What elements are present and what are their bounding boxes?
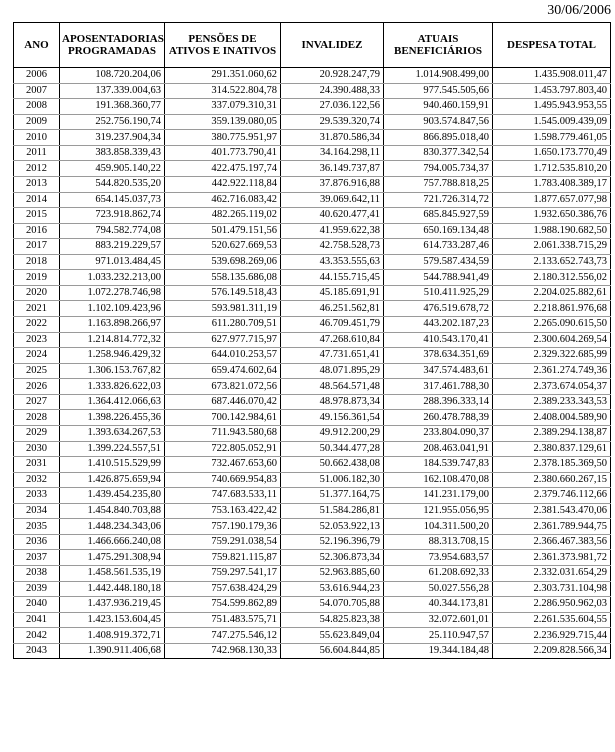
despesa-total-cell: 2.265.090.615,50: [493, 317, 611, 333]
table-row: [14, 301, 611, 317]
invalidez-cell: 48.564.571,48: [281, 379, 384, 395]
despesa-total-cell: 2.361.274.749,36: [493, 363, 611, 379]
ano-cell: 2016: [14, 223, 60, 239]
despesa-total-cell: 1.988.190.682,50: [493, 223, 611, 239]
aposentadorias-cell: 1.408.919.372,71: [60, 628, 165, 644]
table-row: [14, 99, 611, 115]
ano-cell: 2042: [14, 628, 60, 644]
pensoes-cell: 359.139.080,05: [165, 114, 281, 130]
atuais-beneficiarios-cell: 162.108.470,08: [384, 472, 493, 488]
invalidez-cell: 39.069.642,11: [281, 192, 384, 208]
pensoes-cell: 520.627.669,53: [165, 239, 281, 255]
invalidez-cell: 37.876.916,88: [281, 176, 384, 192]
table-row: [14, 457, 611, 473]
atuais-beneficiarios-cell: 25.110.947,57: [384, 628, 493, 644]
pensoes-cell: 611.280.709,51: [165, 317, 281, 333]
despesa-total-cell: 2.389.233.343,53: [493, 394, 611, 410]
pensoes-cell: 337.079.310,31: [165, 99, 281, 115]
table-row: [14, 332, 611, 348]
table-row: [14, 130, 611, 146]
atuais-beneficiarios-cell: 19.344.184,48: [384, 643, 493, 659]
atuais-beneficiarios-cell: 579.587.434,59: [384, 254, 493, 270]
invalidez-cell: 52.963.885,60: [281, 566, 384, 582]
ano-cell: 2008: [14, 99, 60, 115]
atuais-beneficiarios-cell: 317.461.788,30: [384, 379, 493, 395]
invalidez-cell: 49.156.361,54: [281, 410, 384, 426]
invalidez-cell: 34.164.298,11: [281, 145, 384, 161]
despesa-total-cell: 2.300.604.269,54: [493, 332, 611, 348]
despesa-total-cell: 2.218.861.976,68: [493, 301, 611, 317]
atuais-beneficiarios-cell: 443.202.187,23: [384, 317, 493, 333]
ano-cell: 2039: [14, 581, 60, 597]
pensoes-cell: 501.479.151,56: [165, 223, 281, 239]
column-header-ano: ANO: [14, 23, 60, 68]
pensoes-cell: 759.821.115,87: [165, 550, 281, 566]
table-row: [14, 628, 611, 644]
despesa-total-cell: 2.061.338.715,29: [493, 239, 611, 255]
despesa-total-cell: 1.650.173.770,49: [493, 145, 611, 161]
pensoes-cell: 759.291.038,54: [165, 534, 281, 550]
atuais-beneficiarios-cell: 476.519.678,72: [384, 301, 493, 317]
despesa-total-cell: 2.329.322.685,99: [493, 348, 611, 364]
ano-cell: 2011: [14, 145, 60, 161]
table-row: [14, 145, 611, 161]
table-row: [14, 270, 611, 286]
table-row: [14, 239, 611, 255]
aposentadorias-cell: 971.013.484,45: [60, 254, 165, 270]
ano-cell: 2038: [14, 566, 60, 582]
pensoes-cell: 593.981.311,19: [165, 301, 281, 317]
atuais-beneficiarios-cell: 794.005.734,37: [384, 161, 493, 177]
table-row: [14, 192, 611, 208]
table-header-row: [14, 23, 611, 68]
despesa-total-cell: 1.877.657.077,98: [493, 192, 611, 208]
invalidez-cell: 31.870.586,34: [281, 130, 384, 146]
ano-cell: 2036: [14, 534, 60, 550]
pensoes-cell: 442.922.118,84: [165, 176, 281, 192]
aposentadorias-cell: 1.072.278.746,98: [60, 285, 165, 301]
table-row: [14, 488, 611, 504]
atuais-beneficiarios-cell: 544.788.941,49: [384, 270, 493, 286]
invalidez-cell: 50.662.438,08: [281, 457, 384, 473]
aposentadorias-cell: 1.466.666.240,08: [60, 534, 165, 550]
aposentadorias-cell: 252.756.190,74: [60, 114, 165, 130]
invalidez-cell: 56.604.844,85: [281, 643, 384, 659]
table-row: [14, 534, 611, 550]
aposentadorias-cell: 1.393.634.267,53: [60, 425, 165, 441]
ano-cell: 2010: [14, 130, 60, 146]
despesa-total-cell: 1.598.779.461,05: [493, 130, 611, 146]
pensoes-cell: 747.275.546,12: [165, 628, 281, 644]
atuais-beneficiarios-cell: 940.460.159,91: [384, 99, 493, 115]
ano-cell: 2030: [14, 441, 60, 457]
atuais-beneficiarios-cell: 650.169.134,48: [384, 223, 493, 239]
despesa-total-cell: 1.712.535.810,20: [493, 161, 611, 177]
aposentadorias-cell: 1.442.448.180,18: [60, 581, 165, 597]
despesa-total-cell: 2.133.652.743,73: [493, 254, 611, 270]
pensoes-cell: 659.474.602,64: [165, 363, 281, 379]
despesa-total-cell: 1.495.943.953,55: [493, 99, 611, 115]
table-row: [14, 363, 611, 379]
table-row: [14, 68, 611, 84]
atuais-beneficiarios-cell: 260.478.788,39: [384, 410, 493, 426]
invalidez-cell: 20.928.247,79: [281, 68, 384, 84]
table-row: [14, 566, 611, 582]
table-row: [14, 597, 611, 613]
column-header-atuais-beneficiarios: ATUAIS BENEFICIÁRIOS: [384, 23, 493, 68]
despesa-total-cell: 2.389.294.138,87: [493, 425, 611, 441]
atuais-beneficiarios-cell: 685.845.927,59: [384, 208, 493, 224]
despesa-total-cell: 2.236.929.715,44: [493, 628, 611, 644]
ano-cell: 2027: [14, 394, 60, 410]
despesa-total-cell: 2.380.837.129,61: [493, 441, 611, 457]
column-header-aposentadorias: APOSENTADORIAS PROGRAMADAS: [60, 23, 165, 68]
aposentadorias-cell: 137.339.004,63: [60, 83, 165, 99]
atuais-beneficiarios-cell: 1.014.908.499,00: [384, 68, 493, 84]
aposentadorias-cell: 1.454.840.703,88: [60, 503, 165, 519]
aposentadorias-cell: 1.458.561.535,19: [60, 566, 165, 582]
pensoes-cell: 732.467.653,60: [165, 457, 281, 473]
invalidez-cell: 44.155.715,45: [281, 270, 384, 286]
table-row: [14, 581, 611, 597]
pensoes-cell: 722.805.052,91: [165, 441, 281, 457]
pensoes-cell: 291.351.060,62: [165, 68, 281, 84]
invalidez-cell: 40.620.477,41: [281, 208, 384, 224]
aposentadorias-cell: 1.333.826.622,03: [60, 379, 165, 395]
ano-cell: 2032: [14, 472, 60, 488]
table-row: [14, 285, 611, 301]
atuais-beneficiarios-cell: 288.396.333,14: [384, 394, 493, 410]
pensoes-cell: 401.773.790,41: [165, 145, 281, 161]
invalidez-cell: 41.959.622,38: [281, 223, 384, 239]
despesa-total-cell: 2.332.031.654,29: [493, 566, 611, 582]
despesa-total-cell: 2.379.746.112,66: [493, 488, 611, 504]
atuais-beneficiarios-cell: 977.545.505,66: [384, 83, 493, 99]
aposentadorias-cell: 1.306.153.767,82: [60, 363, 165, 379]
ano-cell: 2019: [14, 270, 60, 286]
table-body: [14, 68, 611, 659]
despesa-total-cell: 2.303.731.104,98: [493, 581, 611, 597]
ano-cell: 2009: [14, 114, 60, 130]
table-row: [14, 503, 611, 519]
pensoes-cell: 627.977.715,97: [165, 332, 281, 348]
aposentadorias-cell: 459.905.140,22: [60, 161, 165, 177]
aposentadorias-cell: 1.033.232.213,00: [60, 270, 165, 286]
aposentadorias-cell: 1.448.234.343,06: [60, 519, 165, 535]
ano-cell: 2017: [14, 239, 60, 255]
table-row: [14, 254, 611, 270]
atuais-beneficiarios-cell: 510.411.925,29: [384, 285, 493, 301]
ano-cell: 2035: [14, 519, 60, 535]
aposentadorias-cell: 1.437.936.219,45: [60, 597, 165, 613]
benefits-expense-table: [13, 22, 611, 659]
aposentadorias-cell: 1.390.911.406,68: [60, 643, 165, 659]
despesa-total-cell: 1.545.009.439,09: [493, 114, 611, 130]
atuais-beneficiarios-cell: 410.543.170,41: [384, 332, 493, 348]
ano-cell: 2015: [14, 208, 60, 224]
pensoes-cell: 757.638.424,29: [165, 581, 281, 597]
despesa-total-cell: 2.261.535.604,55: [493, 612, 611, 628]
pensoes-cell: 422.475.197,74: [165, 161, 281, 177]
aposentadorias-cell: 544.820.535,20: [60, 176, 165, 192]
atuais-beneficiarios-cell: 614.733.287,46: [384, 239, 493, 255]
aposentadorias-cell: 383.858.339,43: [60, 145, 165, 161]
despesa-total-cell: 2.361.373.981,72: [493, 550, 611, 566]
column-header-despesa-total: DESPESA TOTAL: [493, 23, 611, 68]
ano-cell: 2020: [14, 285, 60, 301]
aposentadorias-cell: 1.163.898.266,97: [60, 317, 165, 333]
despesa-total-cell: 1.783.408.389,17: [493, 176, 611, 192]
pensoes-cell: 759.297.541,17: [165, 566, 281, 582]
ano-cell: 2041: [14, 612, 60, 628]
aposentadorias-cell: 794.582.774,08: [60, 223, 165, 239]
ano-cell: 2026: [14, 379, 60, 395]
despesa-total-cell: 1.453.797.803,40: [493, 83, 611, 99]
aposentadorias-cell: 1.439.454.235,80: [60, 488, 165, 504]
aposentadorias-cell: 723.918.862,74: [60, 208, 165, 224]
column-header-invalidez: INVALIDEZ: [281, 23, 384, 68]
aposentadorias-cell: 1.364.412.066,63: [60, 394, 165, 410]
invalidez-cell: 52.196.396,79: [281, 534, 384, 550]
ano-cell: 2028: [14, 410, 60, 426]
ano-cell: 2023: [14, 332, 60, 348]
table-row: [14, 441, 611, 457]
ano-cell: 2013: [14, 176, 60, 192]
table-row: [14, 83, 611, 99]
atuais-beneficiarios-cell: 208.463.041,91: [384, 441, 493, 457]
invalidez-cell: 52.306.873,34: [281, 550, 384, 566]
ano-cell: 2022: [14, 317, 60, 333]
atuais-beneficiarios-cell: 104.311.500,20: [384, 519, 493, 535]
invalidez-cell: 29.539.320,74: [281, 114, 384, 130]
invalidez-cell: 27.036.122,56: [281, 99, 384, 115]
pensoes-cell: 539.698.269,06: [165, 254, 281, 270]
aposentadorias-cell: 1.399.224.557,51: [60, 441, 165, 457]
pensoes-cell: 558.135.686,08: [165, 270, 281, 286]
invalidez-cell: 24.390.488,33: [281, 83, 384, 99]
invalidez-cell: 48.071.895,29: [281, 363, 384, 379]
table-row: [14, 379, 611, 395]
ano-cell: 2031: [14, 457, 60, 473]
pensoes-cell: 673.821.072,56: [165, 379, 281, 395]
pensoes-cell: 482.265.119,02: [165, 208, 281, 224]
atuais-beneficiarios-cell: 378.634.351,69: [384, 348, 493, 364]
invalidez-cell: 47.268.610,84: [281, 332, 384, 348]
pensoes-cell: 462.716.083,42: [165, 192, 281, 208]
atuais-beneficiarios-cell: 73.954.683,57: [384, 550, 493, 566]
aposentadorias-cell: 1.410.515.529,99: [60, 457, 165, 473]
invalidez-cell: 50.344.477,28: [281, 441, 384, 457]
aposentadorias-cell: 191.368.360,77: [60, 99, 165, 115]
invalidez-cell: 53.616.944,23: [281, 581, 384, 597]
aposentadorias-cell: 1.423.153.604,45: [60, 612, 165, 628]
despesa-total-cell: 2.373.674.054,37: [493, 379, 611, 395]
despesa-total-cell: 2.204.025.882,61: [493, 285, 611, 301]
atuais-beneficiarios-cell: 721.726.314,72: [384, 192, 493, 208]
atuais-beneficiarios-cell: 347.574.483,61: [384, 363, 493, 379]
atuais-beneficiarios-cell: 830.377.342,54: [384, 145, 493, 161]
pensoes-cell: 687.446.070,42: [165, 394, 281, 410]
invalidez-cell: 54.825.823,38: [281, 612, 384, 628]
ano-cell: 2034: [14, 503, 60, 519]
ano-cell: 2033: [14, 488, 60, 504]
aposentadorias-cell: 108.720.204,06: [60, 68, 165, 84]
atuais-beneficiarios-cell: 88.313.708,15: [384, 534, 493, 550]
aposentadorias-cell: 1.475.291.308,94: [60, 550, 165, 566]
ano-cell: 2040: [14, 597, 60, 613]
table-row: [14, 176, 611, 192]
atuais-beneficiarios-cell: 121.955.056,95: [384, 503, 493, 519]
atuais-beneficiarios-cell: 903.574.847,56: [384, 114, 493, 130]
despesa-total-cell: 2.378.185.369,50: [493, 457, 611, 473]
aposentadorias-cell: 1.426.875.659,94: [60, 472, 165, 488]
invalidez-cell: 36.149.737,87: [281, 161, 384, 177]
table-row: [14, 612, 611, 628]
atuais-beneficiarios-cell: 32.072.601,01: [384, 612, 493, 628]
despesa-total-cell: 2.180.312.556,02: [493, 270, 611, 286]
invalidez-cell: 51.584.286,81: [281, 503, 384, 519]
invalidez-cell: 49.912.200,29: [281, 425, 384, 441]
pensoes-cell: 751.483.575,71: [165, 612, 281, 628]
table-row: [14, 410, 611, 426]
aposentadorias-cell: 1.102.109.423,96: [60, 301, 165, 317]
aposentadorias-cell: 319.237.904,34: [60, 130, 165, 146]
aposentadorias-cell: 1.398.226.455,36: [60, 410, 165, 426]
table-row: [14, 394, 611, 410]
pensoes-cell: 740.669.954,83: [165, 472, 281, 488]
pensoes-cell: 742.968.130,33: [165, 643, 281, 659]
despesa-total-cell: 1.932.650.386,76: [493, 208, 611, 224]
atuais-beneficiarios-cell: 757.788.818,25: [384, 176, 493, 192]
atuais-beneficiarios-cell: 40.344.173,81: [384, 597, 493, 613]
ano-cell: 2006: [14, 68, 60, 84]
pensoes-cell: 380.775.951,97: [165, 130, 281, 146]
table-row: [14, 317, 611, 333]
pensoes-cell: 754.599.862,89: [165, 597, 281, 613]
ano-cell: 2007: [14, 83, 60, 99]
column-header-pensoes: PENSÕES DE ATIVOS E INATIVOS: [165, 23, 281, 68]
invalidez-cell: 51.377.164,75: [281, 488, 384, 504]
pensoes-cell: 747.683.533,11: [165, 488, 281, 504]
table-row: [14, 223, 611, 239]
invalidez-cell: 51.006.182,30: [281, 472, 384, 488]
atuais-beneficiarios-cell: 61.208.692,33: [384, 566, 493, 582]
pensoes-cell: 700.142.984,61: [165, 410, 281, 426]
despesa-total-cell: 2.209.828.566,34: [493, 643, 611, 659]
despesa-total-cell: 2.380.660.267,15: [493, 472, 611, 488]
invalidez-cell: 46.709.451,79: [281, 317, 384, 333]
table-row: [14, 519, 611, 535]
table-row: [14, 208, 611, 224]
report-date: 30/06/2006: [547, 3, 611, 18]
invalidez-cell: 45.185.691,91: [281, 285, 384, 301]
invalidez-cell: 43.353.555,63: [281, 254, 384, 270]
invalidez-cell: 55.623.849,04: [281, 628, 384, 644]
table-row: [14, 472, 611, 488]
pensoes-cell: 753.163.422,42: [165, 503, 281, 519]
ano-cell: 2043: [14, 643, 60, 659]
despesa-total-cell: 1.435.908.011,47: [493, 68, 611, 84]
invalidez-cell: 48.978.873,34: [281, 394, 384, 410]
atuais-beneficiarios-cell: 233.804.090,37: [384, 425, 493, 441]
pensoes-cell: 757.190.179,36: [165, 519, 281, 535]
aposentadorias-cell: 883.219.229,57: [60, 239, 165, 255]
table-row: [14, 161, 611, 177]
table-row: [14, 550, 611, 566]
invalidez-cell: 42.758.528,73: [281, 239, 384, 255]
table-row: [14, 425, 611, 441]
ano-cell: 2021: [14, 301, 60, 317]
pensoes-cell: 711.943.580,68: [165, 425, 281, 441]
invalidez-cell: 47.731.651,41: [281, 348, 384, 364]
atuais-beneficiarios-cell: 141.231.179,00: [384, 488, 493, 504]
aposentadorias-cell: 1.258.946.429,32: [60, 348, 165, 364]
table-row: [14, 348, 611, 364]
ano-cell: 2037: [14, 550, 60, 566]
atuais-beneficiarios-cell: 866.895.018,40: [384, 130, 493, 146]
aposentadorias-cell: 1.214.814.772,32: [60, 332, 165, 348]
table-row: [14, 643, 611, 659]
despesa-total-cell: 2.286.950.962,03: [493, 597, 611, 613]
ano-cell: 2029: [14, 425, 60, 441]
invalidez-cell: 54.070.705,88: [281, 597, 384, 613]
ano-cell: 2012: [14, 161, 60, 177]
ano-cell: 2025: [14, 363, 60, 379]
despesa-total-cell: 2.381.543.470,06: [493, 503, 611, 519]
pensoes-cell: 576.149.518,43: [165, 285, 281, 301]
invalidez-cell: 46.251.562,81: [281, 301, 384, 317]
ano-cell: 2014: [14, 192, 60, 208]
aposentadorias-cell: 654.145.037,73: [60, 192, 165, 208]
despesa-total-cell: 2.366.467.383,56: [493, 534, 611, 550]
despesa-total-cell: 2.408.004.589,90: [493, 410, 611, 426]
despesa-total-cell: 2.361.789.944,75: [493, 519, 611, 535]
pensoes-cell: 314.522.804,78: [165, 83, 281, 99]
table-row: [14, 114, 611, 130]
ano-cell: 2018: [14, 254, 60, 270]
ano-cell: 2024: [14, 348, 60, 364]
atuais-beneficiarios-cell: 184.539.747,83: [384, 457, 493, 473]
invalidez-cell: 52.053.922,13: [281, 519, 384, 535]
pensoes-cell: 644.010.253,57: [165, 348, 281, 364]
atuais-beneficiarios-cell: 50.027.556,28: [384, 581, 493, 597]
